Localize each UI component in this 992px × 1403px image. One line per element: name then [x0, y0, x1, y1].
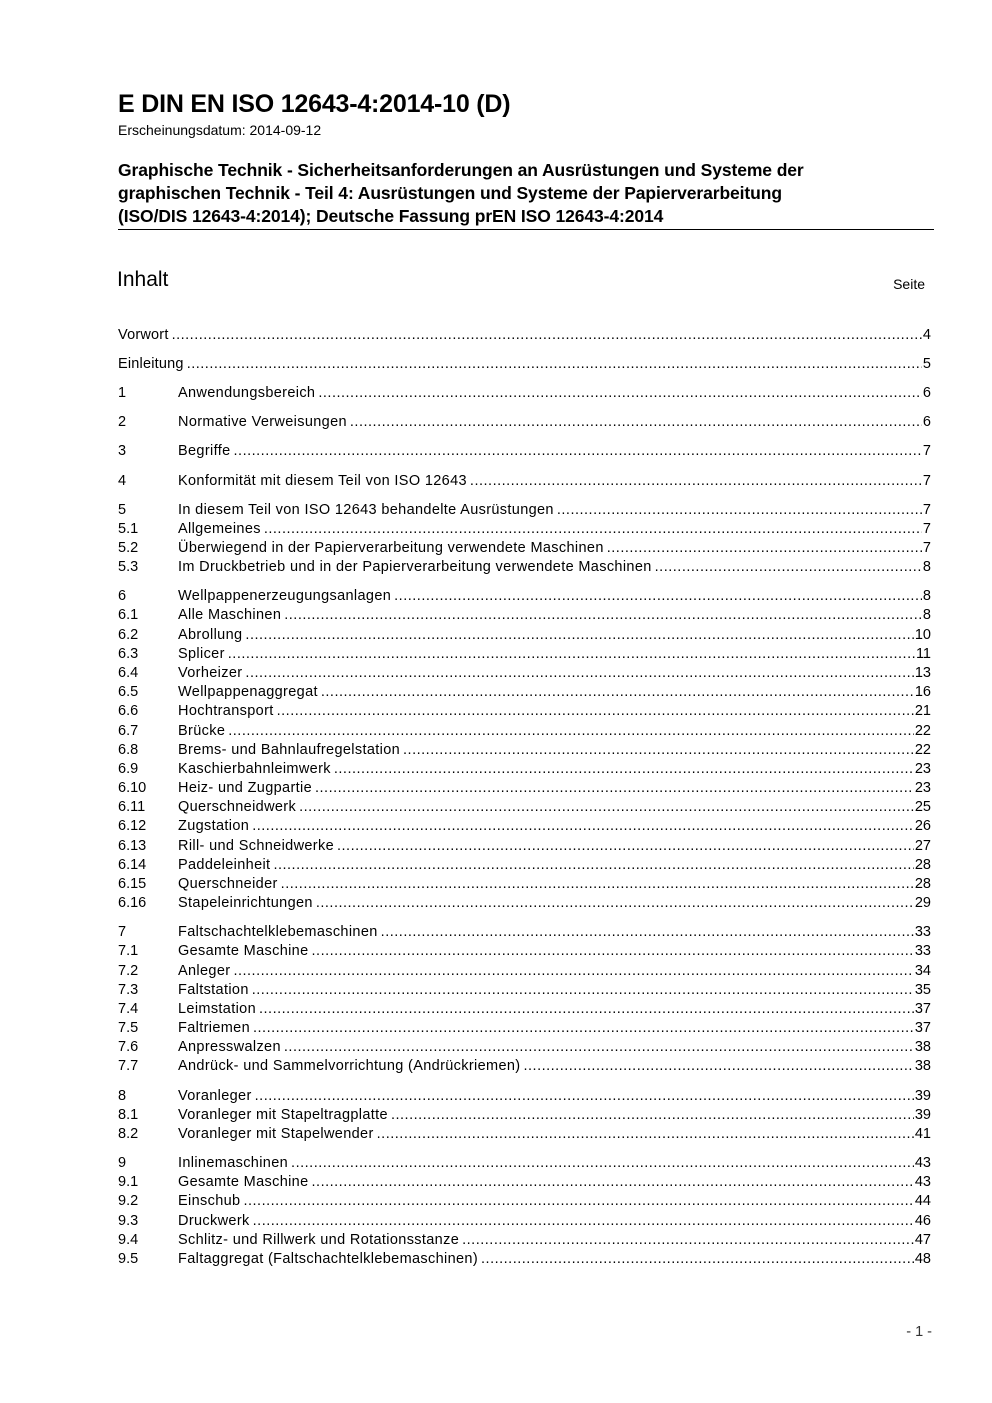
toc-entry-number: 7.6 — [118, 1039, 139, 1055]
toc-entry-page: 43 — [914, 1155, 931, 1171]
toc-entry-number: 7.1 — [118, 943, 139, 959]
toc-dot-leader — [273, 856, 913, 875]
toc-entry[interactable] — [118, 760, 931, 779]
toc-entry-number: 6.10 — [118, 780, 147, 796]
toc-entry-number: 6 — [118, 588, 127, 604]
toc-entry-number: 6.15 — [118, 876, 147, 892]
toc-entry[interactable] — [118, 798, 931, 817]
toc-dot-leader — [228, 722, 914, 741]
document-title-line: graphischen Technik - Teil 4: Ausrüstungen und Systeme der Papierverarbeitung — [118, 183, 782, 203]
toc-dot-leader — [337, 837, 914, 856]
toc-entry-page: 25 — [914, 799, 931, 815]
toc-dot-leader — [377, 1125, 914, 1144]
toc-entry-title: Begriffe — [178, 443, 231, 459]
toc-entry[interactable] — [118, 875, 931, 894]
toc-entry-title: Kaschierbahnleimwerk — [178, 761, 331, 777]
toc-entry-title: In diesem Teil von ISO 12643 behandelte Ausrüstungen — [178, 502, 554, 518]
toc-dot-leader — [316, 894, 914, 913]
toc-entry-title: Faltstation — [178, 982, 249, 998]
toc-entry-page: 38 — [914, 1058, 931, 1074]
toc-entry-title: Faltaggregat (Faltschachtelklebemaschinen) — [178, 1251, 479, 1267]
toc-entry[interactable] — [118, 942, 931, 961]
toc-entry[interactable] — [118, 1057, 931, 1076]
toc-dot-leader — [245, 626, 913, 645]
toc-dot-leader — [381, 923, 914, 942]
toc-entry-number: 7.4 — [118, 1001, 139, 1017]
toc-entry-page: 39 — [914, 1107, 931, 1123]
toc-entry-title: Paddeleinheit — [178, 857, 271, 873]
toc-entry-number: 7.5 — [118, 1020, 139, 1036]
toc-entry-title: Splicer — [178, 646, 225, 662]
toc-entry-page: 37 — [914, 1020, 931, 1036]
toc-entry-number: 9.5 — [118, 1251, 139, 1267]
toc-entry-number: 9.3 — [118, 1213, 139, 1229]
toc-entry[interactable] — [118, 355, 931, 374]
toc-entry-title: Anpresswalzen — [178, 1039, 281, 1055]
page-column-label: Seite — [893, 276, 925, 292]
toc-entry-page: 33 — [914, 924, 931, 940]
toc-entry-page: 23 — [914, 780, 931, 796]
toc-dot-leader — [284, 606, 922, 625]
toc-entry-number: 6.13 — [118, 838, 147, 854]
toc-entry-title: Inlinemaschinen — [178, 1155, 289, 1171]
toc-entry-page: 46 — [914, 1213, 931, 1229]
toc-entry-page: 28 — [914, 876, 931, 892]
toc-entry-title: Querschneidwerk — [178, 799, 297, 815]
toc-entry-page: 5 — [922, 356, 931, 372]
toc-entry-number: 7.7 — [118, 1058, 139, 1074]
toc-entry-number: 6.16 — [118, 895, 147, 911]
toc-dot-leader — [607, 539, 922, 558]
toc-entry-title: Normative Verweisungen — [178, 414, 347, 430]
toc-entry[interactable] — [118, 558, 931, 577]
toc-entry-number: 6.2 — [118, 627, 139, 643]
toc-entry-title: Vorheizer — [178, 665, 243, 681]
toc-entry-number: 5.3 — [118, 559, 139, 575]
toc-dot-leader — [557, 501, 922, 520]
toc-entry-title: Brücke — [178, 723, 226, 739]
toc-entry-title: Voranleger — [178, 1088, 252, 1104]
toc-entry-number: 5.1 — [118, 521, 139, 537]
toc-entry-number: 6.8 — [118, 742, 139, 758]
toc-entry-page: 4 — [922, 327, 931, 343]
toc-dot-leader — [655, 558, 922, 577]
toc-entry-title: Konformität mit diesem Teil von ISO 12643 — [178, 473, 467, 489]
toc-entry-page: 35 — [914, 982, 931, 998]
toc-entry-number: 5.2 — [118, 540, 139, 556]
toc-entry-page: 22 — [914, 742, 931, 758]
toc-entry[interactable] — [118, 1000, 931, 1019]
toc-dot-leader — [259, 1000, 914, 1019]
toc-entry-page: 34 — [914, 963, 931, 979]
title-divider — [118, 229, 934, 230]
toc-entry-number: 9 — [118, 1155, 127, 1171]
toc-entry-number: 6.14 — [118, 857, 147, 873]
toc-dot-leader — [291, 1154, 914, 1173]
toc-dot-leader — [318, 384, 922, 403]
toc-entry-page: 37 — [914, 1001, 931, 1017]
toc-entry-page: 8 — [922, 588, 931, 604]
toc-entry-number: 8.2 — [118, 1126, 139, 1142]
toc-entry-title: Abrollung — [178, 627, 243, 643]
toc-entry-title: Andrück- und Sammelvorrichtung (Andrückriemen) — [178, 1058, 521, 1074]
toc-entry-page: 23 — [914, 761, 931, 777]
toc-dot-leader — [187, 355, 922, 374]
toc-entry-number: 6.1 — [118, 607, 139, 623]
toc-entry[interactable] — [118, 664, 931, 683]
toc-dot-leader — [252, 817, 914, 836]
toc-dot-leader — [321, 683, 914, 702]
toc-entry-number: 2 — [118, 414, 127, 430]
toc-entry[interactable] — [118, 856, 931, 875]
toc-entry[interactable] — [118, 539, 931, 558]
toc-entry-page: 13 — [914, 665, 931, 681]
toc-entry[interactable] — [118, 683, 931, 702]
toc-dot-leader — [403, 741, 914, 760]
toc-entry-title: Heiz- und Zugpartie — [178, 780, 312, 796]
toc-heading: Inhalt — [117, 268, 169, 291]
toc-entry[interactable] — [118, 326, 931, 345]
toc-entry-title: Brems- und Bahnlaufregelstation — [178, 742, 401, 758]
toc-entry-title: Leimstation — [178, 1001, 256, 1017]
toc-entry-number: 6.7 — [118, 723, 139, 739]
toc-entry-number: 5 — [118, 502, 127, 518]
toc-entry-title: Schlitz- und Rillwerk und Rotationsstanze — [178, 1232, 460, 1248]
toc-dot-leader — [253, 1019, 914, 1038]
toc-dot-leader — [245, 664, 913, 683]
toc-entry[interactable] — [118, 1250, 931, 1269]
toc-entry-title: Querschneider — [178, 876, 278, 892]
toc-entry-number: 6.11 — [118, 799, 146, 815]
toc-entry[interactable] — [118, 606, 931, 625]
toc-entry-number: 4 — [118, 473, 127, 489]
toc-entry-title: Rill- und Schneidwerke — [178, 838, 334, 854]
toc-dot-leader — [172, 326, 922, 345]
toc-entry-page: 22 — [914, 723, 931, 739]
toc-entry-page: 7 — [922, 521, 931, 537]
toc-dot-leader — [243, 1192, 913, 1211]
toc-entry-page: 7 — [922, 502, 931, 518]
toc-dot-leader — [391, 1106, 914, 1125]
toc-entry-title: Einleitung — [118, 356, 184, 372]
toc-entry[interactable] — [118, 722, 931, 741]
toc-dot-leader — [394, 587, 922, 606]
toc-dot-leader — [233, 962, 913, 981]
toc-entry-page: 6 — [922, 385, 931, 401]
toc-entry[interactable] — [118, 501, 931, 520]
toc-entry[interactable] — [118, 1125, 931, 1144]
toc-entry-number: 8.1 — [118, 1107, 139, 1123]
toc-entry[interactable] — [118, 645, 931, 664]
toc-entry-page: 10 — [914, 627, 931, 643]
toc-entry-number: 6.3 — [118, 646, 139, 662]
toc-entry-title: Vorwort — [118, 327, 169, 343]
toc-dot-leader — [253, 1212, 914, 1231]
toc-entry[interactable] — [118, 1192, 931, 1211]
toc-entry-page: 8 — [922, 559, 931, 575]
toc-entry-title: Zugstation — [178, 818, 250, 834]
toc-entry[interactable] — [118, 1019, 931, 1038]
toc-entry[interactable] — [118, 1231, 931, 1250]
document-title — [118, 159, 934, 228]
toc-entry-title: Stapeleinrichtungen — [178, 895, 313, 911]
toc-entry-number: 7.3 — [118, 982, 139, 998]
toc-entry-page: 21 — [914, 703, 931, 719]
toc-entry-page: 16 — [914, 684, 931, 700]
toc-entry-title: Faltschachtelklebemaschinen — [178, 924, 378, 940]
toc-dot-leader — [462, 1231, 914, 1250]
toc-entry-number: 1 — [118, 385, 127, 401]
toc-entry[interactable] — [118, 384, 931, 403]
toc-dot-leader — [481, 1250, 914, 1269]
toc-entry-number: 6.12 — [118, 818, 147, 834]
toc-dot-leader — [252, 981, 914, 1000]
toc-dot-leader — [264, 520, 922, 539]
toc-entry-page: 44 — [914, 1193, 931, 1209]
toc-dot-leader — [299, 798, 914, 817]
toc-entry-title: Allgemeines — [178, 521, 261, 537]
toc-entry[interactable] — [118, 472, 931, 491]
publication-date: Erscheinungsdatum: 2014-09-12 — [118, 122, 322, 138]
toc-entry-number: 6.4 — [118, 665, 139, 681]
toc-entry[interactable] — [118, 1038, 931, 1057]
toc-entry-number: 3 — [118, 443, 127, 459]
toc-entry-page: 33 — [914, 943, 931, 959]
toc-entry[interactable] — [118, 894, 931, 913]
toc-entry[interactable] — [118, 413, 931, 432]
toc-dot-leader — [350, 413, 922, 432]
toc-entry-page: 27 — [914, 838, 931, 854]
toc-entry-number: 7 — [118, 924, 127, 940]
toc-entry-page: 26 — [914, 818, 931, 834]
toc-dot-leader — [228, 645, 915, 664]
toc-entry-title: Hochtransport — [178, 703, 274, 719]
toc-entry-title: Druckwerk — [178, 1213, 250, 1229]
toc-entry[interactable] — [118, 520, 931, 539]
toc-entry-title: Faltriemen — [178, 1020, 250, 1036]
toc-entry-page: 7 — [922, 443, 931, 459]
toc-entry-title: Einschub — [178, 1193, 241, 1209]
toc-dot-leader — [277, 702, 914, 721]
toc-dot-leader — [470, 472, 922, 491]
toc-dot-leader — [281, 875, 914, 894]
toc-dot-leader — [234, 442, 922, 461]
toc-entry-number: 9.2 — [118, 1193, 139, 1209]
toc-entry-title: Voranleger mit Stapeltragplatte — [178, 1107, 388, 1123]
toc-entry-page: 48 — [914, 1251, 931, 1267]
toc-entry[interactable] — [118, 981, 931, 1000]
toc-entry-page: 39 — [914, 1088, 931, 1104]
toc-dot-leader — [312, 942, 914, 961]
toc-entry[interactable] — [118, 1173, 931, 1192]
toc-entry-page: 11 — [915, 646, 931, 662]
toc-dot-leader — [255, 1087, 914, 1106]
toc-entry[interactable] — [118, 1106, 931, 1125]
toc-dot-leader — [315, 779, 914, 798]
toc-entry-number: 9.1 — [118, 1174, 139, 1190]
toc-entry-number: 9.4 — [118, 1232, 139, 1248]
toc-entry[interactable] — [118, 626, 931, 645]
toc-entry-page: 7 — [922, 473, 931, 489]
toc-entry[interactable] — [118, 1154, 931, 1173]
toc-entry-number: 6.5 — [118, 684, 139, 700]
document-title-line: (ISO/DIS 12643-4:2014); Deutsche Fassung prEN ISO 12643-4:2014 — [118, 206, 664, 226]
toc-entry[interactable] — [118, 741, 931, 760]
toc-entry-page: 43 — [914, 1174, 931, 1190]
toc-entry-number: 6.6 — [118, 703, 139, 719]
toc-entry[interactable] — [118, 837, 931, 856]
toc-entry-title: Überwiegend in der Papierverarbeitung verwendete Maschinen — [178, 540, 604, 556]
toc-entry[interactable] — [118, 702, 931, 721]
toc-entry-page: 38 — [914, 1039, 931, 1055]
document-title-line: Graphische Technik - Sicherheitsanforderungen an Ausrüstungen und Systeme der — [118, 160, 804, 180]
toc-entry[interactable] — [118, 1087, 931, 1106]
toc-entry-page: 6 — [922, 414, 931, 430]
toc-entry-title: Gesamte Maschine — [178, 943, 309, 959]
document-id: E DIN EN ISO 12643-4:2014-10 (D) — [118, 90, 511, 118]
page-number: - 1 - — [906, 1324, 932, 1340]
toc-entry-page: 7 — [922, 540, 931, 556]
toc-entry[interactable] — [118, 587, 931, 606]
toc-entry-page: 41 — [914, 1126, 931, 1142]
toc-entry-title: Im Druckbetrieb und in der Papierverarbeitung verwendete Maschinen — [178, 559, 652, 575]
toc-entry-page: 47 — [914, 1232, 931, 1248]
toc-entry[interactable] — [118, 1212, 931, 1231]
toc-entry[interactable] — [118, 962, 931, 981]
toc-entry-page: 29 — [914, 895, 931, 911]
toc-dot-leader — [334, 760, 914, 779]
toc-entry-number: 7.2 — [118, 963, 139, 979]
toc-entry-title: Wellpappenerzeugungsanlagen — [178, 588, 392, 604]
toc-dot-leader — [312, 1173, 914, 1192]
toc-entry-title: Alle Maschinen — [178, 607, 282, 623]
toc-entry-page: 8 — [922, 607, 931, 623]
toc-entry-number: 6.9 — [118, 761, 139, 777]
toc-entry-title: Wellpappenaggregat — [178, 684, 318, 700]
toc-entry[interactable] — [118, 817, 931, 836]
toc-entry-number: 8 — [118, 1088, 127, 1104]
toc-entry-title: Gesamte Maschine — [178, 1174, 309, 1190]
toc-entry-title: Anleger — [178, 963, 231, 979]
toc-entry[interactable] — [118, 923, 931, 942]
toc-dot-leader — [523, 1057, 913, 1076]
toc-entry-page: 28 — [914, 857, 931, 873]
toc-entry[interactable] — [118, 442, 931, 461]
toc-entry[interactable] — [118, 779, 931, 798]
toc-entry-title: Voranleger mit Stapelwender — [178, 1126, 374, 1142]
toc-entry-title: Anwendungsbereich — [178, 385, 316, 401]
toc-dot-leader — [284, 1038, 914, 1057]
